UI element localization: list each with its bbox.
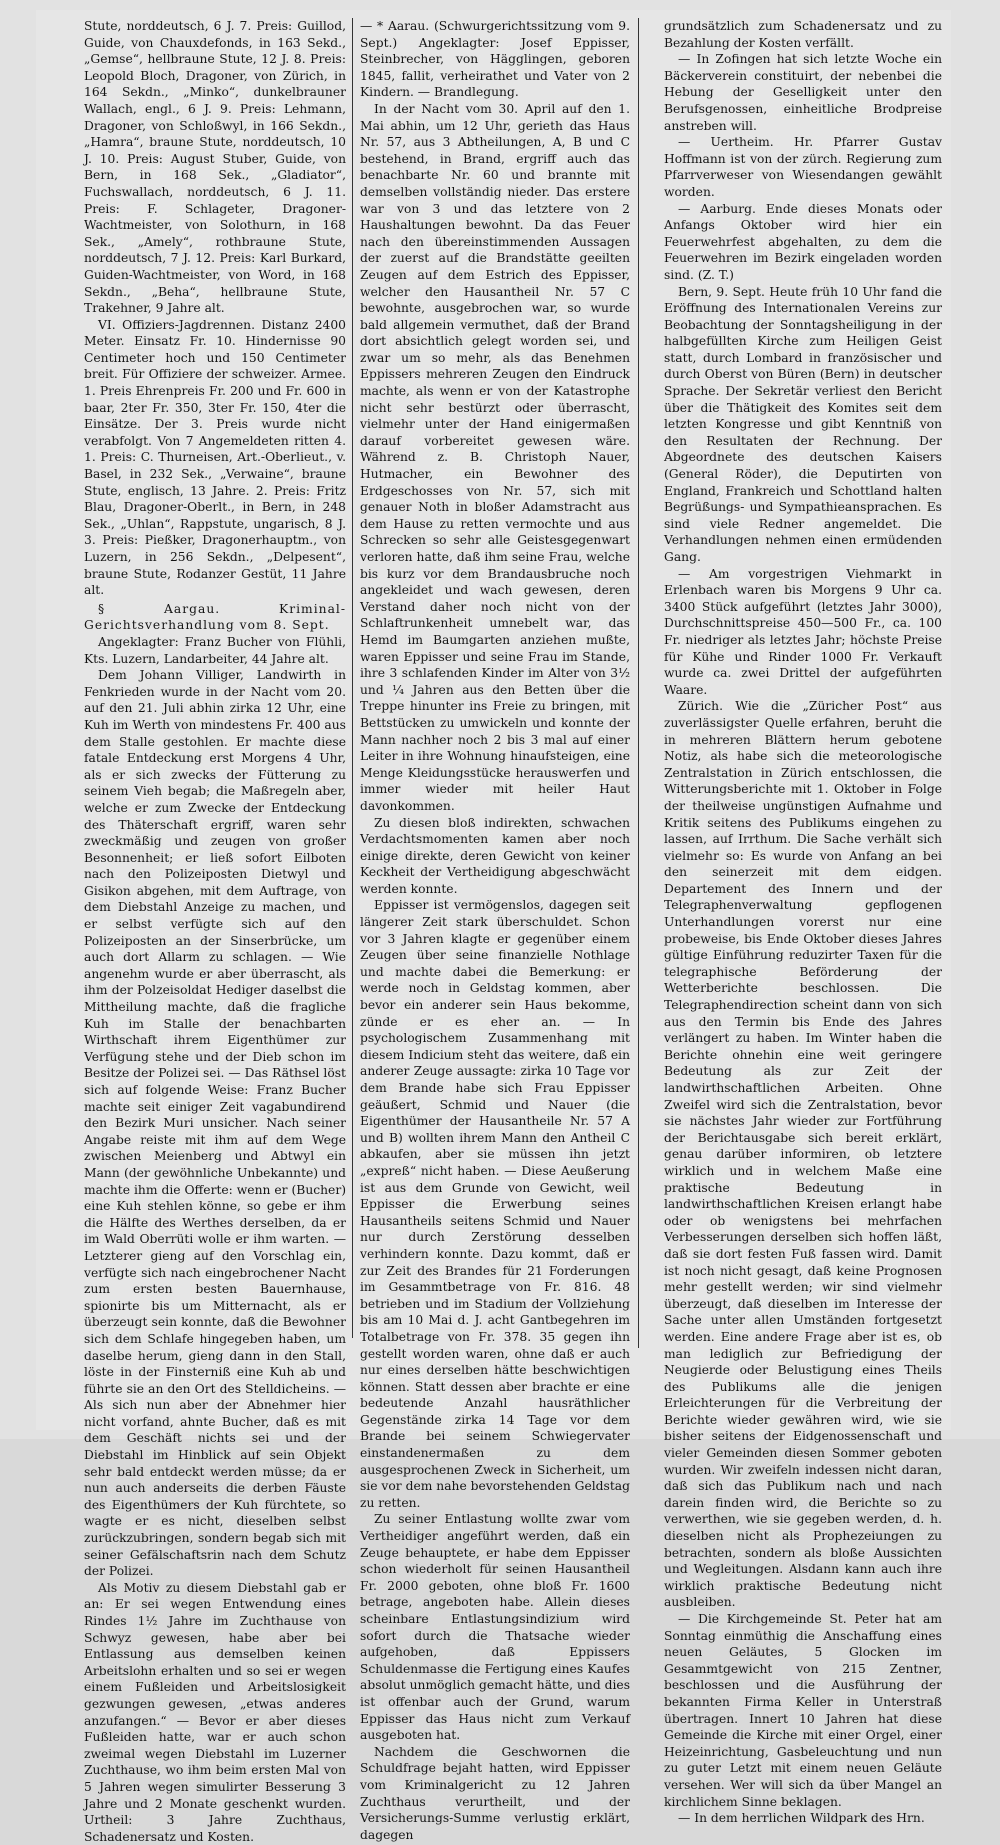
article-paragraph: — In dem herrlichen Wildpark des Hrn. <box>678 1811 925 1826</box>
column-3 <box>664 18 942 1826</box>
column-rule-1 <box>352 18 353 1338</box>
article-paragraph: Dem Johann Villiger, Landwirth in Fenkrieden wurde in der Nacht vom 20. auf den 21. Juli abhin zirka 12 Uhr, eine Kuh im Werth von mindestens Fr. 400 aus dem Stalle gestohlen. Er machte diese fatale Entdeckung erst Morgens 4 Uhr, als er sich zwecks der Fütterung zu seinem Vieh begab; die Maßregeln aber, welche er zum Zwecke der Entdeckung des Thäterschaft ergriff, waren sehr zweckmäßig und zeugen von großer Besonnenheit; er ließ sofort Eilboten nach den Polizeiposten Dietwyl und Gisikon abgehen, mit dem Auftrage, von dem Diebstahl Anzeige zu machen, und er selbst verfügte sich auf den Polizeiposten an der Sinserbrücke, um auch dort Allarm zu schlagen. — Wie angenehm wurde er aber überrascht, als ihm der Polzeisoldat Hediger daselbst die Mittheilung machte, daß die fragliche Kuh im Stalle der benachbarten Wirthschaft ihrem Eigenthümer zur Verfügung stehe und der Dieb schon im Besitze der Polizei sei. — Das Räthsel löst sich auf folgende Weise: Franz Bucher machte seit einiger Zeit vagabundirend den Bezirk Muri unsicher. Nach seiner Angabe reiste mit ihm auf dem Wege zwischen Meienberg und Abtwyl ein Mann (der gewöhnliche Unbekannte) und machte ihm die Offerte: wenn er (Bucher) eine Kuh stehlen könne, so gebe er ihm die Hälfte des Werthes derselben, da er im Wald Oberrüti wolle er ihm warten. — Letzterer gieng auf den Vorschlag ein, verfügte sich nach eingebrochener Nacht zum ersten besten Bauernhause, spionirte bis um Mitternacht, als er überzeugt sein konnte, daß die Bewohner sich dem Schlafe hingegeben haben, um daselbe herum, gieng dann in den Stall, löste in der Finsterniß eine Kuh ab und führte sie an den Ort des Stelldicheins. — Als sich nun aber der Abnehmer hier nicht vorfand, ahnte Bucher, daß es mit dem Geschäft nichts sei und der Diebstahl im Hinblick auf sein Objekt sehr bald entdeckt werden müsse; da er nun auch anderseits die derben Fäuste des Eigenthümers der Kuh fürchtete, so wagte er es nicht, dieselben selbst zurückzubringen, sondern begab sich mit seiner Gefälschaftsrin nach dem Schutz der Polizei. <box>84 668 346 1579</box>
column-rule-2 <box>638 18 639 1348</box>
article-paragraph: grundsätzlich zum Schadenersatz und zu Bezahlung der Kosten verfällt. <box>664 19 942 50</box>
article-paragraph: VI. Offiziers-Jagdrennen. Distanz 2400 Meter. Einsatz Fr. 10. Hindernisse 90 Centimeter hoch und 150 Centimeter breit. Für Offiziere der schweizer. Armee. 1. Preis Ehrenpreis Fr. 200 und Fr. 600 in baar, 2ter Fr. 350, 3ter Fr. 150, 4ter die Einsätze. Der 3. Preis wurde nicht verabfolgt. Von 7 Angemeldeten ritten 4. 1. Preis: C. Thurneisen, Art.-Oberlieut., v. Basel, in 232 Sek., „Verwaine“, braune Stute, englisch, 13 Jahre. 2. Preis: Fritz Blau, Dragoner-Oberlt., in Bern, in 248 Sek., „Uhlan“, Rappstute, ungarisch, 8 J. 3. Preis: Pießker, Dragonerhauptm., von Luzern, in 256 Sekdn., „Delpesent“, braune Stute, Rodanzer Gestüt, 11 Jahre alt. <box>84 317 346 598</box>
article-paragraph: — * Aarau. (Schwurgerichtssitzung vom 9. Sept.) Angeklagter: Josef Eppisser, Steinbrecher, von Hägglingen, geboren 1845, fallit, verheirathet und Vater von 2 Kindern. — Brandlegung. <box>360 19 630 100</box>
article-paragraph: Zürich. Wie die „Züricher Post“ aus zuverlässigster Quelle erfahren, beruht die in mehreren Blättern herum gebotene Notiz, als habe sich die meteorologische Zentralstation in Zürich entschlossen, die Witterungsberichte mit 1. Oktober in Folge der theilweise ungünstigen Aufnahme und Kritik seitens des Publikums eingehen zu lassen, auf Irrthum. Die Sache verhält sich vielmehr so: Es wurde von Anfang an bei den seinerzeit mit dem eidgen. Departement des Innern und der Telegraphenverwaltung gepflogenen Unterhandlungen vorerst nur eine probeweise, bis Ende Oktober dieses Jahres gültige Einführung reduzirter Taxen für die telegraphische Beförderung der Wetterberichte beschlossen. Die Telegraphendirection scheint dann von sich aus den Termin bis Ende des Jahres verlängert zu haben. Im Winter haben die Berichte ohnehin eine weit geringere Bedeutung als zur Zeit der landwirthschaftlichen Arbeiten. Ohne Zweifel wird sich die Zentralstation, bevor sie nächstes Jahr wieder zur Fortführung der Berichtausgabe sich bereit erklärt, genau darüber informiren, ob letztere wirklich und in welchem Maße eine praktische Bedeutung in landwirthschaftlichen Kreisen erlangt habe oder ob wenigstens bei mehrfachen Verbesserungen derselben sich hoffen läßt, daß sie dort festen Fuß fassen wird. Damit ist noch nicht gesagt, daß keine Prognosen mehr gestellt werden; wir sind vielmehr überzeugt, daß dieselben im Interesse der Sache unter allen Umständen fortgesetzt werden. Eine andere Frage aber ist es, ob man lediglich zur Befriedigung der Neugierde oder Belustigung eines Theils des Publikums alle die jenigen Erleichterungen für die Verbreitung der Berichte wieder gewähren wird, wie sie bisher seitens der Eidgenossenschaft und vieler Gemeinden diesen Sommer geboten wurden. Wir zweifeln indessen nicht daran, daß sich das Publikum nach und nach darein finden wird, die Berichte so zu verwerthen, wie sie gegeben werden, d. h. dieselben nicht als Prophezeiungen zu betrachten, sondern als bloße Aussichten und Wegleitungen. Alsdann kann auch ihre wirklich praktische Bedeutung nicht ausbleiben. <box>664 699 942 1610</box>
article-paragraph: In der Nacht vom 30. April auf den 1. Mai abhin, um 12 Uhr, gerieth das Haus Nr. 57, aus 3 Abtheilungen, A, B und C bestehend, in Brand, ergriff auch das benachbarte Nr. 60 und brannte mit demselben vollständig nieder. Das erstere war von 3 und das letztere von 2 Haushaltungen bewohnt. Da das Feuer nach den übereinstimmenden Aussagen der zuerst auf die Brandstätte geeilten Zeugen auf dem Estrich des Eppisser, welcher den Hausantheil Nr. 57 C bewohnte, ausgebrochen war, so wurde bald allgemein vermuthet, daß der Brand dort absichtlich gelegt worden sei, und zwar um so mehr, als das Benehmen Eppissers mehreren Zeugen den Eindruck machte, als wenn er von der Katastrophe nicht sehr bestürzt oder überrascht, vielmehr unter der Hand einigermaßen darauf vorbereitet gewesen wäre. Während z. B. Christoph Nauer, Hutmacher, ein Bewohner des Erdgeschosses von Nr. 57, sich mit genauer Noth in bloßer Adamstracht aus dem Hause zu retten vermochte und aus Schrecken so sehr alle Geistesgegenwart verloren hatte, daß ihm seine Frau, welche bis kurz vor dem Brandausbruche noch angekleidet und wach gewesen, deren Verstand daher noch nicht von der Schlaftrunkenheit umnebelt war, das Hemd im Baumgarten anziehen mußte, waren Eppisser und seine Frau im Stande, ihre 3 schlafenden Kinder im Alter von 3½ und ¼ Jahren aus den Betten über die Treppe hinunter ins Freie zu bringen, mit Bettstücken zu umwickeln und konnte der Mann nachher noch 2 bis 3 mal auf einer Leiter in ihre Wohnung hinaufsteigen, eine Menge Kleidungsstücke herauswerfen und immer wieder mit heiler Haut davonkommen. <box>360 101 630 813</box>
article-paragraph: — Uertheim. Hr. Pfarrer Gustav Hoffmann ist von der zürch. Regierung zum Pfarrverweser von Wiesendangen gewählt worden. <box>664 135 942 199</box>
article-paragraph: Zu diesen bloß indirekten, schwachen Verdachtsmomenten kamen aber noch einige direkte, deren Gewicht von keiner Keckheit der Vertheidigung abgeschwächt werden konnte. <box>360 815 630 896</box>
article-paragraph: Eppisser ist vermögenslos, dagegen seit längerer Zeit stark überschuldet. Schon vor 3 Jahren klagte er gegenüber einem Zeugen über seine finanzielle Nothlage und machte dabei die Bemerkung: er werde noch in Geldstag kommen, aber bevor ein anderer sein Haus bekomme, zünde er es eher an. — In psychologischem Zusammenhang mit diesem Indicium steht das weitere, daß ein anderer Zeuge aussagte: zirka 10 Tage vor dem Brande habe sich Frau Eppisser geäußert, Schmid und Nauer (die Eigenthümer der Hausantheile Nr. 57 A und B) wollten ihrem Mann den Antheil C abkaufen, aber sie müssen ihn jetzt „expreß“ nicht haben. — Diese Aeußerung ist aus dem Grunde von Gewicht, weil Eppisser die Erwerbung seines Hausantheils seitens Schmid und Nauer nur durch Zerstörung desselben verhindern konnte. Dazu kommt, daß er zur Zeit des Brandes für 21 Forderungen im Gesammtbetrage von Fr. 816. 48 betrieben und im Stadium der Vollziehung bis am 10 Mai d. J. acht Gantbegehren im Totalbetrage von Fr. 378. 35 gegen ihn gestellt worden waren, ohne daß er auch nur eines derselben hätte beschwichtigen können. Statt dessen aber brachte er eine bedeutende Anzahl hausräthlicher Gegenstände zirka 14 Tage vor dem Brande bei seinem Schwiegervater einstandenermaßen zu dem ausgesprochenen Zweck in Sicherheit, um sie vor dem nahe bevorstehenden Geldstag zu retten. <box>360 898 631 1510</box>
article-paragraph: — Am vorgestrigen Viehmarkt in Erlenbach waren bis Morgens 9 Uhr ca. 3400 Stück aufgeführt (letztes Jahr 3000), Durchschnittspreise 450—500 Fr., ca. 100 Fr. niedriger als letztes Jahr; höchste Preise für Kühe und Rinder 1000 Fr. Verkauft wurde ca. zwei Drittel der aufgeführten Waare. <box>664 566 942 697</box>
article-paragraph: — Die Kirchgemeinde St. Peter hat am Sonntag einmüthig die Anschaffung eines neuen Geläutes, 5 Glocken im Gesammtgewicht von 215 Zentner, beschlossen und die Ausführung der bekannten Firma Keller in Unterstraß übertragen. Innert 10 Jahren hat diese Gemeinde die Kirche mit einer Orgel, einer Heizeinrichtung, Gasbeleuchtung und nun zu guter Letzt mit einem neuen Geläute versehen. Wer will sich da über Mangel an kirchlichem Sinne beklagen. <box>664 1612 942 1809</box>
article-paragraph: — In Zofingen hat sich letzte Woche ein Bäckerverein constituirt, der nebenbei die Hebung der Geselligkeit unter den Berufsgenossen, einheitliche Brodpreise anstreben will. <box>664 52 942 133</box>
article-heading: § Aargau. Kriminal-Gerichtsverhandlung vom 8. Sept. <box>84 601 346 633</box>
article-paragraph: Angeklagter: Franz Bucher von Flühli, Kts. Luzern, Landarbeiter, 44 Jahre alt. <box>84 634 346 666</box>
article-paragraph: Bern, 9. Sept. Heute früh 10 Uhr fand die Eröffnung des Internationalen Vereins zur Beobachtung der Sonntagsheiligung in der halbgefüllten Kirche zum Heiligen Geist statt, durch Lombard in französischer und durch Oberst von Büren (Bern) in deutscher Sprache. Der Sekretär verliest den Bericht über die Thätigkeit des Komites seit dem letzten Kongresse und gibt Kenntniß von den Resultaten der Rechnung. Der Abgeordnete des deutschen Kaisers (General Röder), die Deputirten von England, Frankreich und Schottland halten Begrüßungs- und Sympathieansprachen. Es sind viele Redner angemeldet. Die Verhandlungen nehmen einen ermüdenden Gang. <box>664 284 942 564</box>
article-paragraph: — Aarburg. Ende dieses Monats oder Anfangs Oktober wird hier ein Feuerwehrfest abgehalten, zu dem die Feuerwehren im Bezirk eingeladen worden sind. (Z. T.) <box>664 201 942 282</box>
column-1 <box>84 18 346 1844</box>
article-paragraph: Als Motiv zu diesem Diebstahl gab er an: Er sei wegen Entwendung eines Rindes 1½ Jahre im Zuchthause von Schwyz gewesen, habe aber bei Entlassung aus demselben keinen Arbeitslohn erhalten und so sei er wegen einem Fußleiden und Arbeitslosigkeit gezwungen gewesen, „etwas anderes anzufangen.“ — Bevor er aber dieses Fußleiden hatte, war er auch schon zweimal wegen Diebstahl im Luzerner Zuchthause, wo ihm beim ersten Mal von 5 Jahren wegen simulirter Besserung 3 Jahre und 2 Monate geschenkt wurden. Urtheil: 3 Jahre Zuchthaus, Schadenersatz und Kosten. <box>84 1580 346 1844</box>
column-2 <box>360 18 631 1842</box>
article-paragraph: Stute, norddeutsch, 6 J. 7. Preis: Guillod, Guide, von Chauxdefonds, in 163 Sekd., „Gemse“, hellbraune Stute, 12 J. 8. Preis: Leopold Bloch, Dragoner, von Zürich, in 164 Sekdn., „Minko“, dunkelbrauner Wallach, engl., 6 J. 9. Preis: Lehmann, Dragoner, von Schloßwyl, in 166 Sekdn., „Hamra“, braune Stute, norddeutsch, 10 J. 10. Preis: August Stuber, Guide, von Bern, in 168 Sek., „Gladiator“, Fuchswallach, norddeutsch, 6 J. 11. Preis: F. Schlageter, Dragoner-Wachtmeister, von Solothurn, in 168 Sek., „Amely“, rothbraune Stute, norddeutsch, 7 J. 12. Preis: Karl Burkard, Guiden-Wachtmeister, von Word, in 168 Sekdn., „Beha“, hellbraune Stute, Trakehner, 9 Jahre alt. <box>84 19 346 316</box>
article-paragraph: Nachdem die Geschwornen die Schuldfrage bejaht hatten, wird Eppisser vom Kriminalgericht zu 12 Jahren Zuchthaus verurtheilt, und der Versicherungs-Summe verlustig erklärt, dagegen <box>360 1744 630 1842</box>
article-paragraph: Zu seiner Entlastung wollte zwar vom Vertheidiger angeführt werden, daß ein Zeuge behauptete, er habe dem Eppisser schon wiederholt für seinen Hausantheil Fr. 2000 geboten, ohne bloß Fr. 1600 betrage, angeboten habe. Allein dieses scheinbare Entlastungsindizium wird sofort durch die Thatsache wieder aufgehoben, daß Eppissers Schuldenmasse die Fertigung eines Kaufes absolut unmöglich gemacht hätte, und dies ist offenbar auch der Grund, warum Eppisser das Haus nicht zum Verkauf ausgeboten hat. <box>360 1512 631 1743</box>
